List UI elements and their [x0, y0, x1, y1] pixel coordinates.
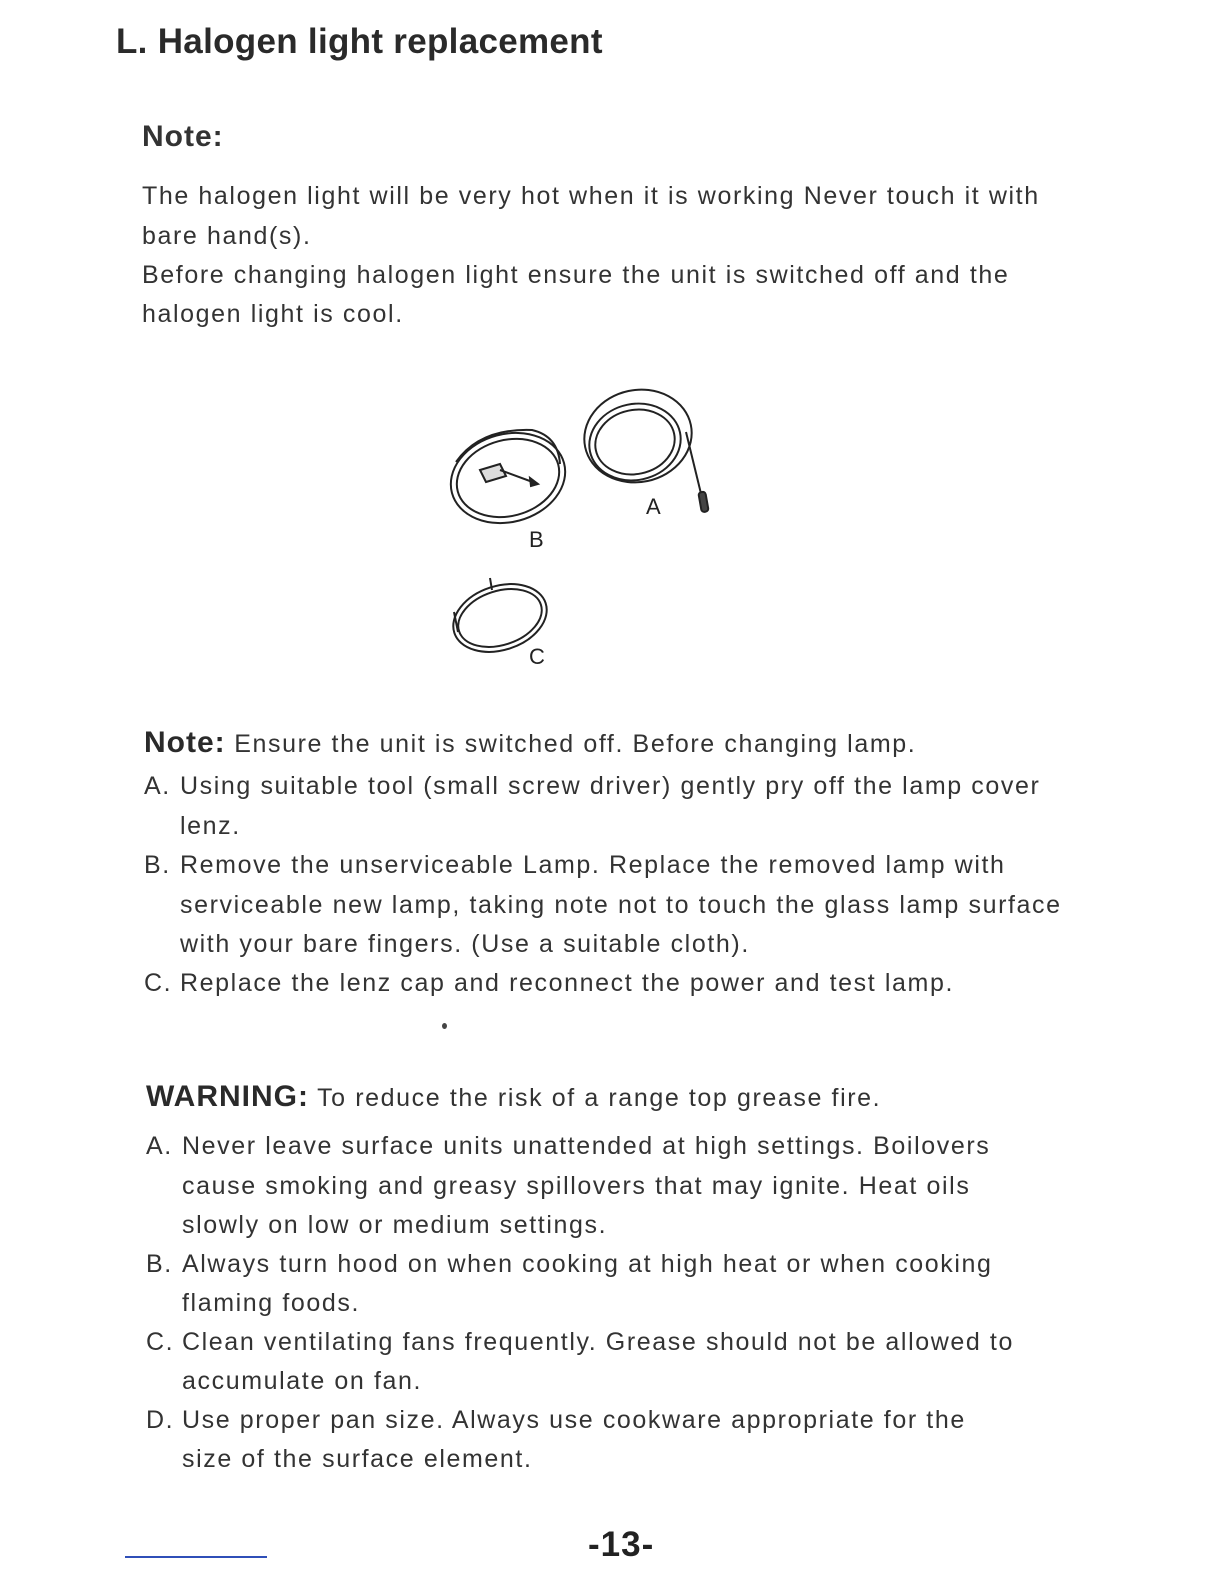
lamp-replacement-diagram — [440, 380, 740, 680]
item-marker: D. — [146, 1406, 175, 1434]
item-marker: C. — [146, 1328, 175, 1356]
item-text: accumulate on fan. — [182, 1367, 423, 1395]
figure-label-a: A — [646, 494, 661, 519]
note-line-3: Before changing halogen light ensure the unit is switched off and the — [142, 261, 1010, 289]
item-marker: A. — [146, 1132, 173, 1160]
note2-heading: Note: — [144, 726, 226, 759]
note-line-1: The halogen light will be very hot when it is working Never touch it with — [142, 182, 1040, 210]
figure-label-c: C — [529, 644, 545, 669]
item-text: cause smoking and greasy spillovers that may ignite. Heat oils — [182, 1172, 971, 1200]
item-marker: C. — [144, 969, 173, 997]
note-line-2: bare hand(s). — [142, 222, 312, 250]
lamp-housing-b — [441, 420, 576, 535]
item-text: Clean ventilating fans frequently. Grease should not be allowed to — [182, 1328, 1014, 1356]
item-text: Use proper pan size. Always use cookware appropriate for the — [182, 1406, 966, 1434]
note-line-4: halogen light is cool. — [142, 300, 404, 328]
item-text: serviceable new lamp, taking note not to touch the glass lamp surface — [180, 891, 1062, 919]
item-marker: A. — [144, 772, 171, 800]
note2-line — [144, 726, 916, 760]
lamp-cover-a — [576, 380, 709, 512]
note-heading: Note: — [142, 120, 224, 153]
item-text: flaming foods. — [182, 1289, 361, 1317]
item-marker: B. — [144, 851, 171, 879]
figure-label-b: B — [529, 527, 544, 552]
warning-line — [146, 1080, 881, 1114]
page-number: -13- — [588, 1525, 655, 1564]
print-speck — [442, 1023, 447, 1029]
note2-intro: Ensure the unit is switched off. Before changing lamp. — [225, 730, 917, 758]
item-text: Always turn hood on when cooking at high heat or when cooking — [182, 1250, 993, 1278]
item-text: Never leave surface units unattended at high settings. Boilovers — [182, 1132, 991, 1160]
section-title: L. Halogen light replacement — [116, 22, 603, 61]
item-text: with your bare fingers. (Use a suitable cloth). — [180, 930, 750, 958]
item-text: Replace the lenz cap and reconnect the power and test lamp. — [180, 969, 954, 997]
warning-heading: WARNING: — [146, 1080, 309, 1113]
item-text: Remove the unserviceable Lamp. Replace the removed lamp with — [180, 851, 1006, 879]
item-text: Using suitable tool (small screw driver) gently pry off the lamp cover — [180, 772, 1041, 800]
item-text: slowly on low or medium settings. — [182, 1211, 608, 1239]
warning-intro: To reduce the risk of a range top grease fire. — [308, 1084, 882, 1112]
item-text: lenz. — [180, 812, 241, 840]
item-marker: B. — [146, 1250, 173, 1278]
item-text: size of the surface element. — [182, 1445, 533, 1473]
footer-rule — [125, 1556, 267, 1558]
